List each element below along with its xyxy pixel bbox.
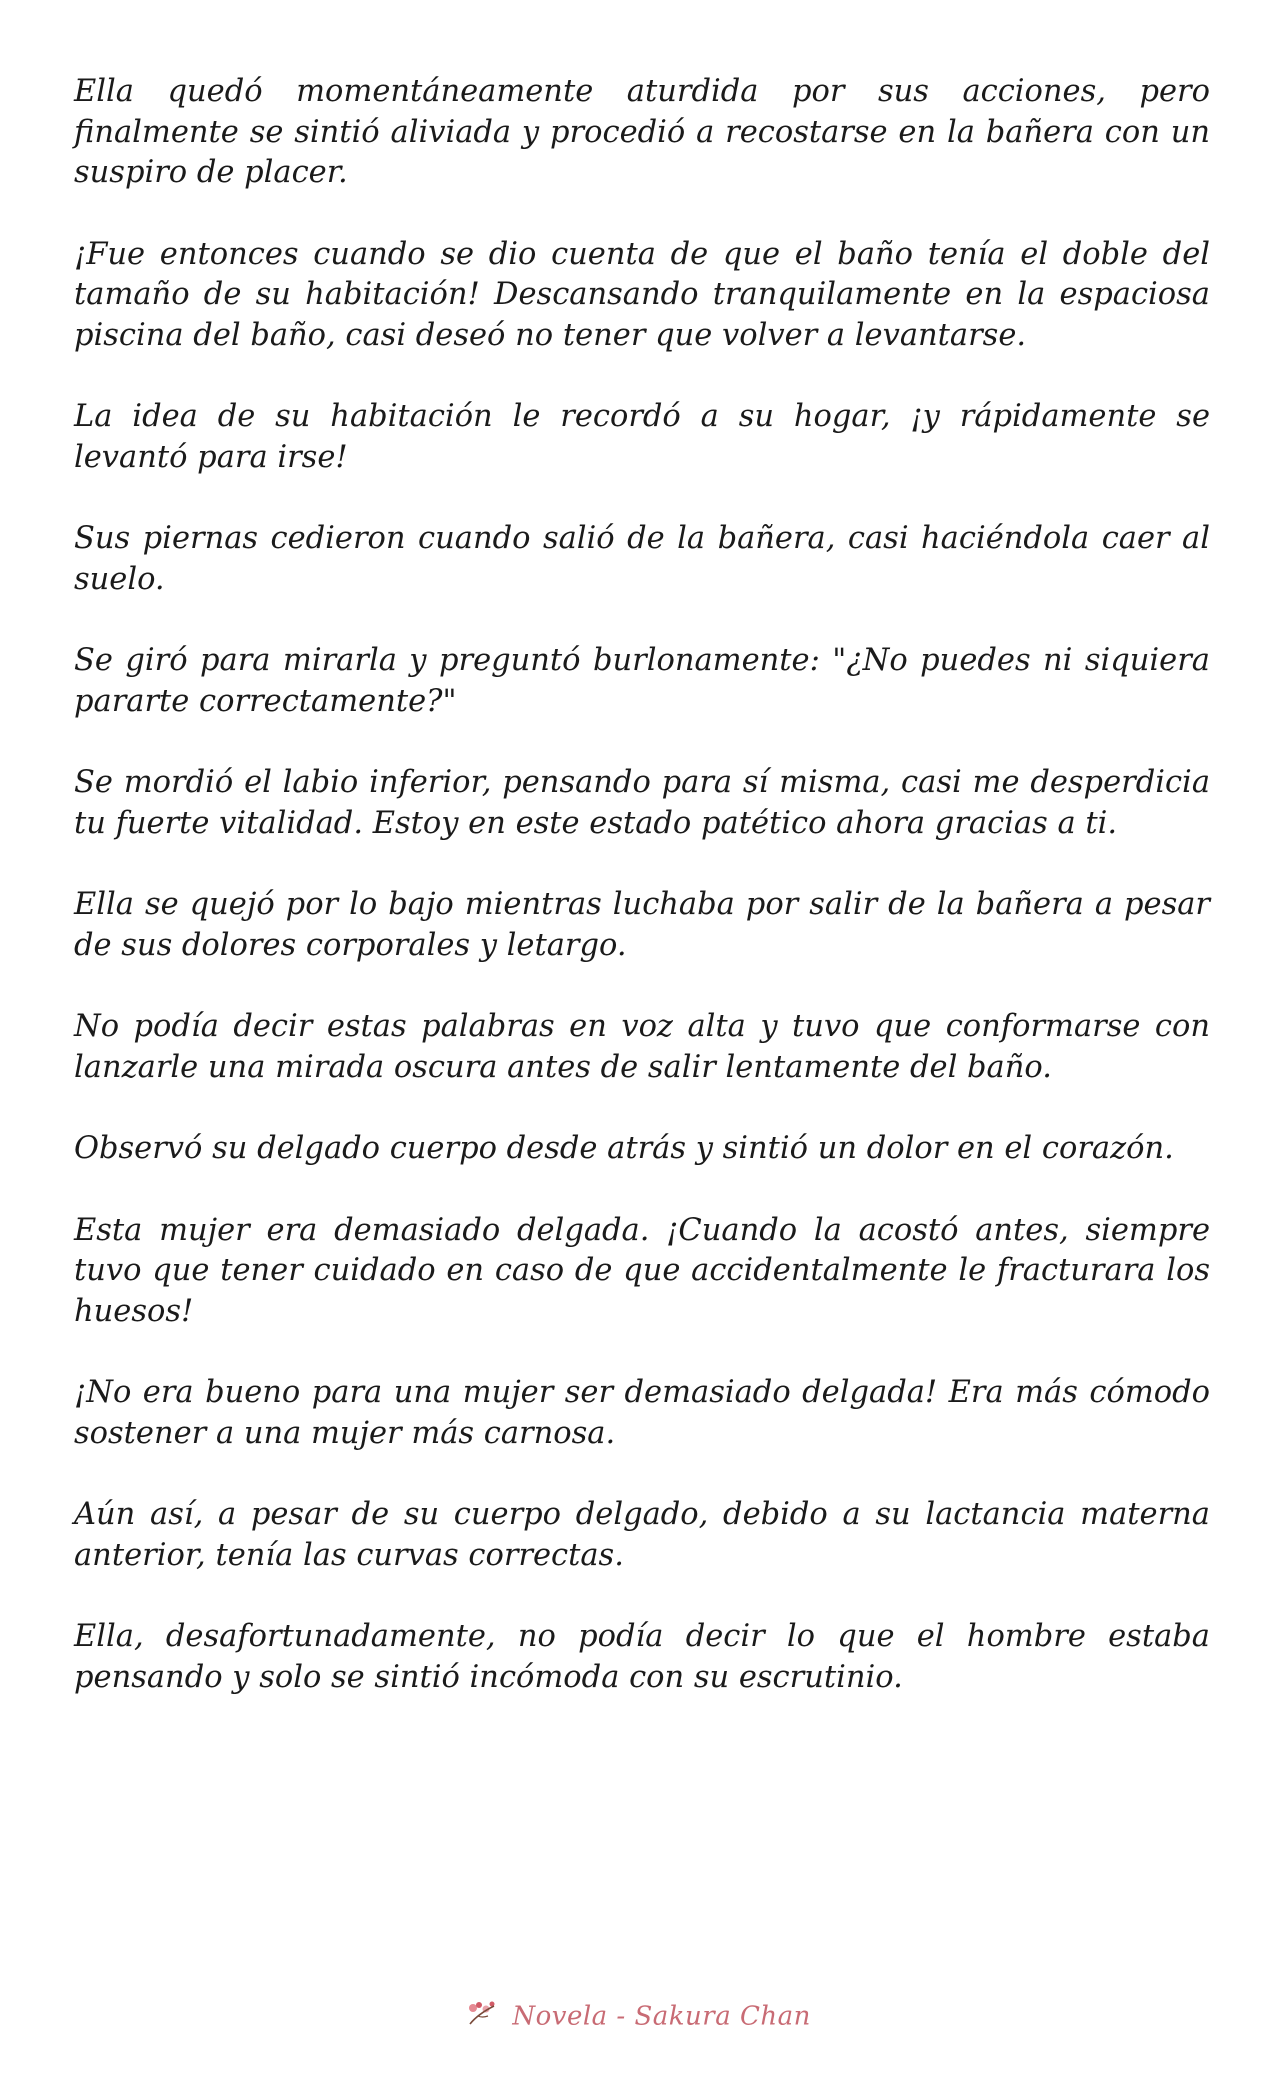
footer-credit: Novela - Sakura Chan [512, 2001, 811, 2032]
paragraph-7: Ella se quejó por lo bajo mientras luchaba por salir de la bañera a pesar de sus dolores corporales y letargo. [74, 887, 1210, 963]
document-body [74, 72, 1210, 1739]
paragraph-6: Se mordió el labio inferior, pensando para sí misma, casi me desperdicia tu fuerte vitalidad. Estoy en este estado patético ahora gracias a ti. [74, 765, 1210, 841]
paragraph-12: Aún así, a pesar de su cuerpo delgado, debido a su lactancia materna anterior, tenía las curvas correctas. [74, 1497, 1210, 1573]
paragraph-9: Observó su delgado cuerpo desde atrás y sintió un dolor en el corazón. [74, 1131, 1174, 1166]
paragraph-8: No podía decir estas palabras en voz alta y tuvo que conformarse con lanzarle una mirada oscura antes de salir lentamente del baño. [74, 1009, 1210, 1085]
paragraph-11: ¡No era bueno para una mujer ser demasiado delgada! Era más cómodo sostener a una mujer más carnosa. [74, 1375, 1210, 1451]
paragraph-1: Ella quedó momentáneamente aturdida por sus acciones, pero finalmente se sintió aliviada y procedió a recostarse en la bañera con un suspiro de placer. [74, 74, 1210, 190]
sakura-blossom-icon [464, 1998, 498, 2035]
paragraph-4: Sus piernas cedieron cuando salió de la bañera, casi haciéndola caer al suelo. [74, 521, 1210, 597]
paragraph-13: Ella, desafortunadamente, no podía decir lo que el hombre estaba pensando y solo se sintió incómoda con su escrutinio. [74, 1619, 1210, 1695]
page-footer [0, 1998, 1275, 2035]
paragraph-5: Se giró para mirarla y preguntó burlonamente: "¿No puedes ni siquiera pararte correctamente?" [74, 643, 1210, 719]
paragraph-3: La idea de su habitación le recordó a su hogar, ¡y rápidamente se levantó para irse! [74, 399, 1210, 475]
paragraph-2: ¡Fue entonces cuando se dio cuenta de que el baño tenía el doble del tamaño de su habitación! Descansando tranquilamente en la espaciosa piscina del baño, casi deseó no tener que volver a levantarse. [74, 236, 1210, 353]
paragraph-10: Esta mujer era demasiado delgada. ¡Cuando la acostó antes, siempre tuvo que tener cuidado en caso de que accidentalmente le fracturara los huesos! [74, 1212, 1210, 1329]
